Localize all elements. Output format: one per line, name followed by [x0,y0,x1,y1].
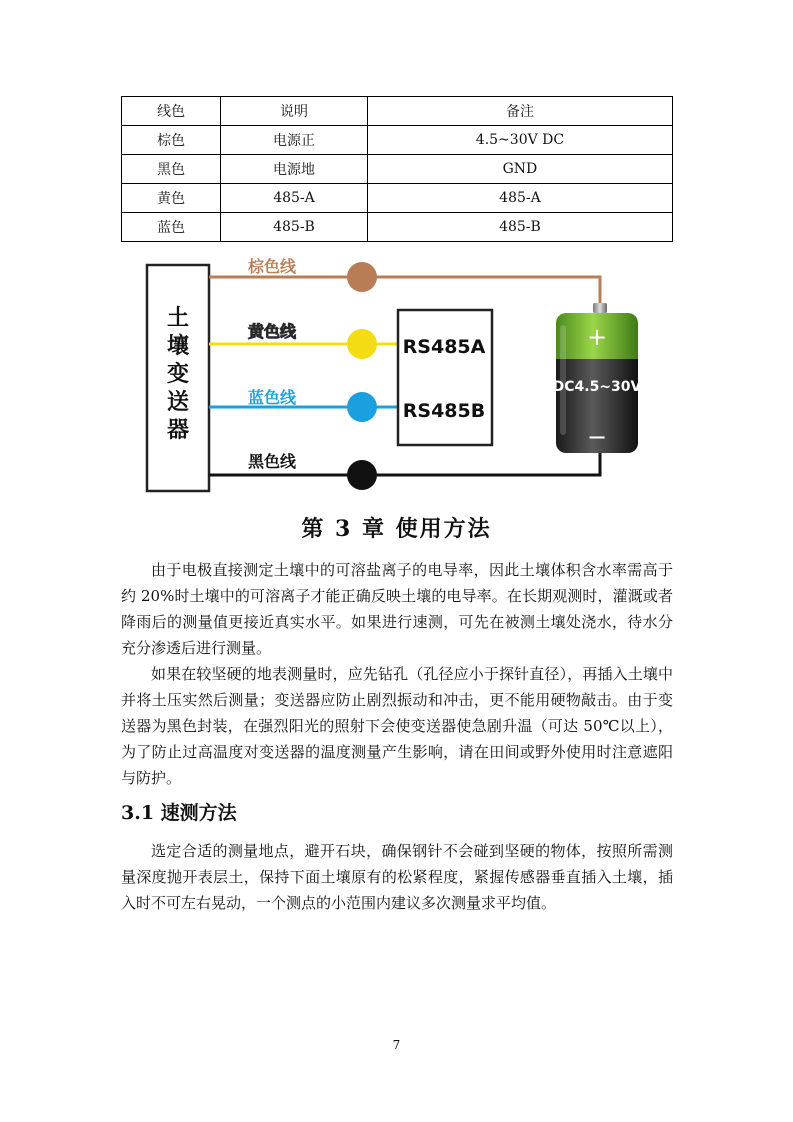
black-terminal-dot [347,460,377,490]
chapter-title: 第 3 章 使用方法 [301,516,492,542]
table-cell: 蓝色 [122,213,221,242]
wire-color-table [121,96,673,242]
table-header-cell: 备注 [367,97,672,126]
table-cell: 485-B [367,213,672,242]
table-row [122,213,673,242]
table-header-cell: 说明 [221,97,368,126]
table-cell: GND [367,155,672,184]
paragraph: 如果在较坚硬的地表测量时，应先钻孔（孔径应小于探针直径），再插入土壤中并将土压实然后测量；变送器应防止剧烈振动和冲击，更不能用硬物敲击。由于变送器为黑色封装，在强烈阳光的照射下会使变送器使急剧升温（可达 50℃以上），为了防止过高温度对变送器的温度测量产生影响，请在田间或野外使用时注意遮阳与防护。 [121,665,673,787]
section-title: 3.1 速测方法 [121,802,237,824]
battery-voltage-label: DC4.5~30V [552,379,642,395]
page-number: 7 [392,1038,401,1052]
table-cell: 电源正 [221,126,368,155]
table-cell: 485-A [221,184,368,213]
table-header-row [122,97,673,126]
sensor-label-char: 壤 [166,333,190,359]
yellow-wire-label: 黄色线 [248,322,297,341]
table-cell: 棕色 [122,126,221,155]
rs485-terminal-box [398,310,492,445]
sensor-label-char: 送 [166,389,190,415]
table-cell: 485-A [367,184,672,213]
table-row [122,155,673,184]
sensor-label-char: 器 [166,417,190,443]
table-cell: 电源地 [221,155,368,184]
battery-minus-icon: − [586,423,608,451]
rs485b-label: RS485B [402,400,486,422]
sensor-label-char: 土 [166,305,190,331]
table-header-cell: 线色 [122,97,221,126]
black-wire-label: 黑色线 [248,452,297,471]
battery-plus-icon: + [586,323,608,351]
blue-terminal-dot [347,392,377,422]
wiring-diagram [144,255,644,495]
paragraph: 由于电极直接测定土壤中的可溶盐离子的电导率，因此土壤体积含水率需高于约 20%时土壤中的可溶离子才能正确反映土壤的电导率。在长期观测时，灌溉或者降雨后的测量值更接近真实水平。如果进行速测，可先在被测土壤处浇水，待水分充分渗透后进行测量。 [121,561,673,657]
table-cell: 黄色 [122,184,221,213]
table-cell: 485-B [221,213,368,242]
yellow-terminal-dot [347,329,377,359]
paragraph: 选定合适的测量地点，避开石块，确保钢针不会碰到坚硬的物体，按照所需测量深度抛开表层土，保持下面土壤原有的松紧程度，紧握传感器垂直插入土壤，插入时不可左右晃动，一个测点的小范围内建议多次测量求平均值。 [121,842,673,912]
blue-wire-label: 蓝色线 [248,388,297,407]
rs485a-label: RS485A [402,336,486,358]
table-cell: 4.5~30V DC [367,126,672,155]
brown-wire-label: 棕色线 [248,257,297,276]
table-cell: 黑色 [122,155,221,184]
brown-wire [209,277,600,305]
table-row [122,184,673,213]
table-row [122,126,673,155]
brown-terminal-dot [347,262,377,292]
sensor-label-char: 变 [166,361,190,387]
